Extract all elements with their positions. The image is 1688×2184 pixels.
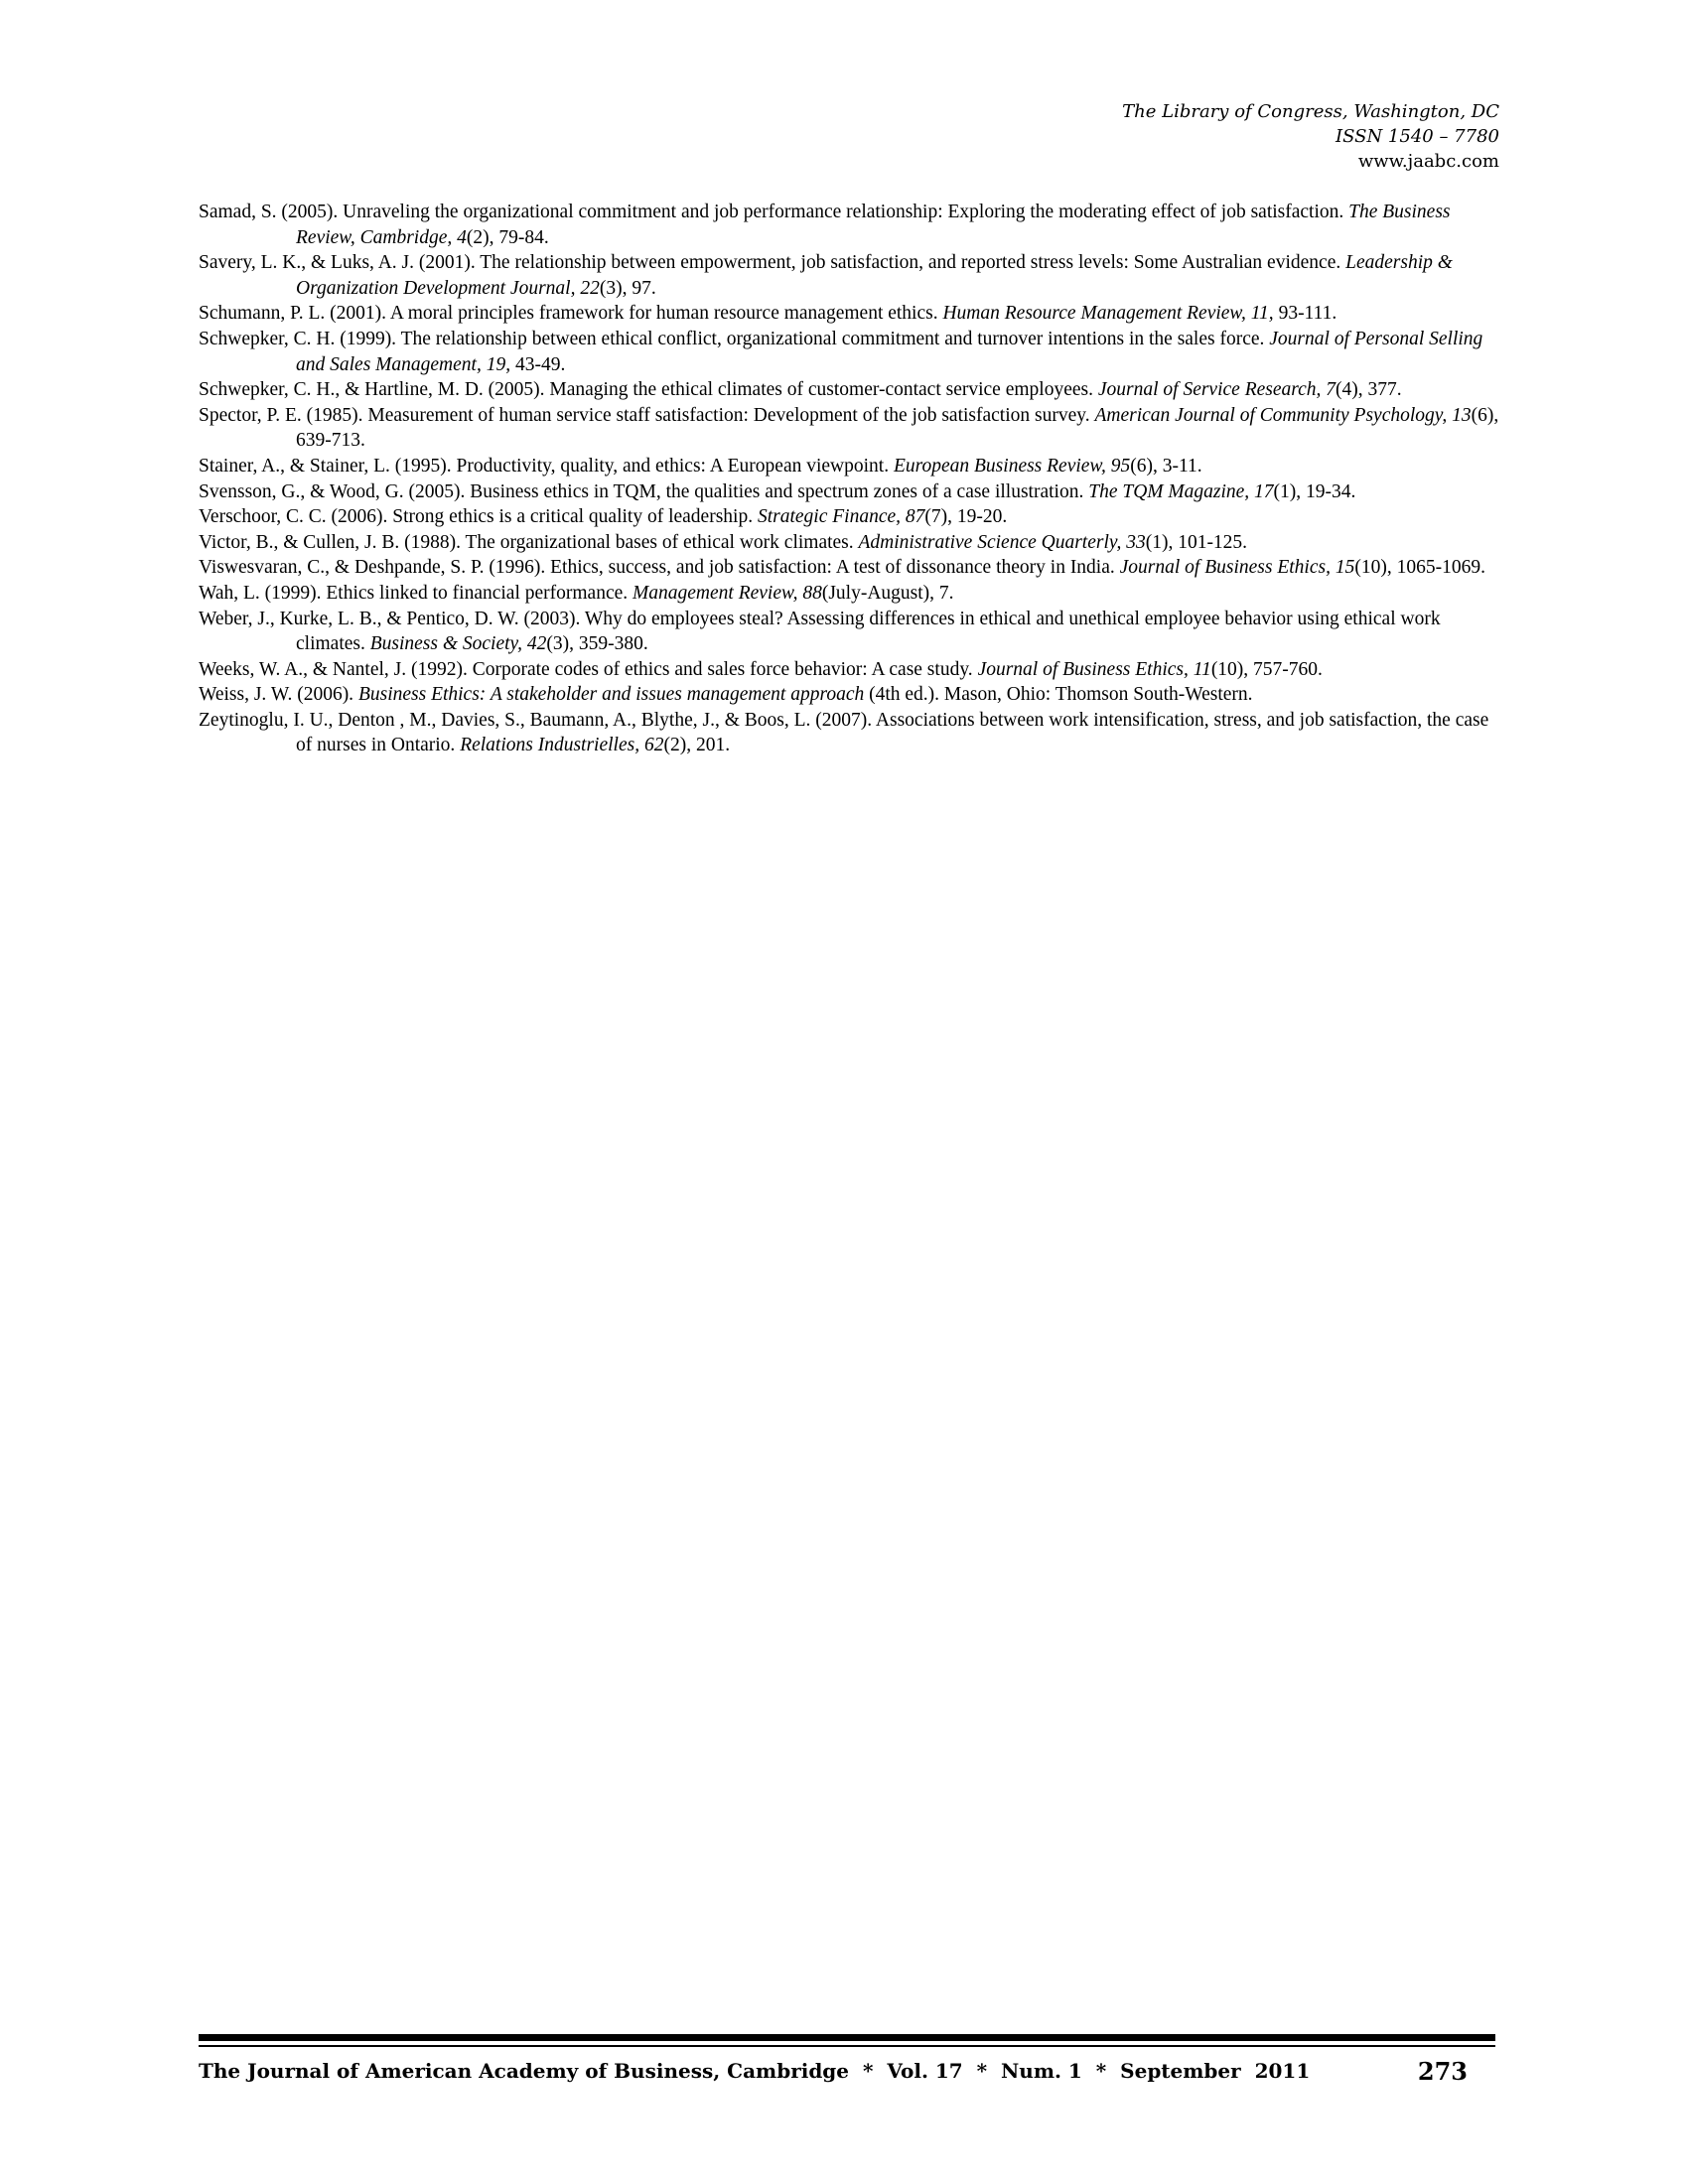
footer-rule-thick [199, 2034, 1495, 2041]
reference-entry: Samad, S. (2005). Unraveling the organizational commitment and job performance relationship: Exploring the moderating effect of job satisfaction. The Business Review, Cambridge, 4(2), 79-84. [199, 202, 1451, 248]
header-website: www.jaabc.com [1357, 151, 1499, 172]
reference-entry: Verschoor, C. C. (2006). Strong ethics is a critical quality of leadership. Strategic Finance, 87(7), 19-20. [199, 506, 1008, 528]
running-header [1122, 99, 1499, 174]
reference-entry: Weeks, W. A., & Nantel, J. (1992). Corporate codes of ethics and sales force behavior: A case study. Journal of Business Ethics, 11(10), 757-760. [199, 658, 1323, 680]
reference-entry: Schumann, P. L. (2001). A moral principles framework for human resource management ethics. Human Resource Management Review, 11, 93-111. [199, 303, 1337, 325]
reference-entry: Spector, P. E. (1985). Measurement of human service staff satisfaction: Development of the job satisfaction survey. American Journal of Community Psychology, 13(6), 639-713. [199, 404, 1499, 452]
header-library: The Library of Congress, Washington, DC [1122, 101, 1499, 122]
reference-entry: Svensson, G., & Wood, G. (2005). Business ethics in TQM, the qualities and spectrum zones of a case illustration. The TQM Magazine, 17(1), 19-34. [199, 480, 1356, 502]
reference-entry: Stainer, A., & Stainer, L. (1995). Productivity, quality, and ethics: A European viewpoint. European Business Review, 95(6), 3-11. [199, 455, 1202, 477]
footer-journal-citation: The Journal of American Academy of Business, Cambridge * Vol. 17 * Num. 1 * September 2011 [199, 2059, 1311, 2083]
reference-entry: Wah, L. (1999). Ethics linked to financial performance. Management Review, 88(July-August), 7. [199, 582, 954, 604]
header-issn: ISSN 1540 – 7780 [1336, 126, 1499, 147]
reference-entry: Weiss, J. W. (2006). Business Ethics: A stakeholder and issues management approach (4th ed.). Mason, Ohio: Thomson South-Western. [199, 684, 1253, 706]
reference-entry: Savery, L. K., & Luks, A. J. (2001). The relationship between empowerment, job satisfaction, and reported stress levels: Some Australian evidence. Leadership & Organization Development Journal, 22(3), 97. [199, 252, 1453, 299]
reference-entry: Viswesvaran, C., & Deshpande, S. P. (1996). Ethics, success, and job satisfaction: A test of dissonance theory in India. Journal of Business Ethics, 15(10), 1065-1069. [199, 557, 1485, 579]
reference-entry: Schwepker, C. H., & Hartline, M. D. (2005). Managing the ethical climates of customer-contact service employees. Journal of Service Research, 7(4), 377. [199, 379, 1402, 401]
reference-entry: Victor, B., & Cullen, J. B. (1988). The organizational bases of ethical work climates. Administrative Science Quarterly, 33(1), 101-125. [199, 531, 1248, 553]
reference-entry: Weber, J., Kurke, L. B., & Pentico, D. W. (2003). Why do employees steal? Assessing differences in ethical and unethical employee behavior using ethical work climates. Business & Society, 42(3), 359-380. [199, 608, 1441, 655]
reference-list [199, 200, 1501, 758]
reference-entry: Schwepker, C. H. (1999). The relationship between ethical conflict, organizational commitment and turnover intentions in the sales force. Journal of Personal Selling and Sales Management, 19, 43-49. [199, 328, 1483, 375]
footer-rule-thin [199, 2045, 1495, 2047]
page-number: 273 [1417, 2057, 1468, 2086]
reference-entry: Zeytinoglu, I. U., Denton , M., Davies, S., Baumann, A., Blythe, J., & Boos, L. (2007). Associations between work intensification, stress, and job satisfaction, the case of nurses in Ontario. Relations Industrielles, 62(2), 201. [199, 709, 1489, 756]
running-footer [199, 2055, 1495, 2091]
